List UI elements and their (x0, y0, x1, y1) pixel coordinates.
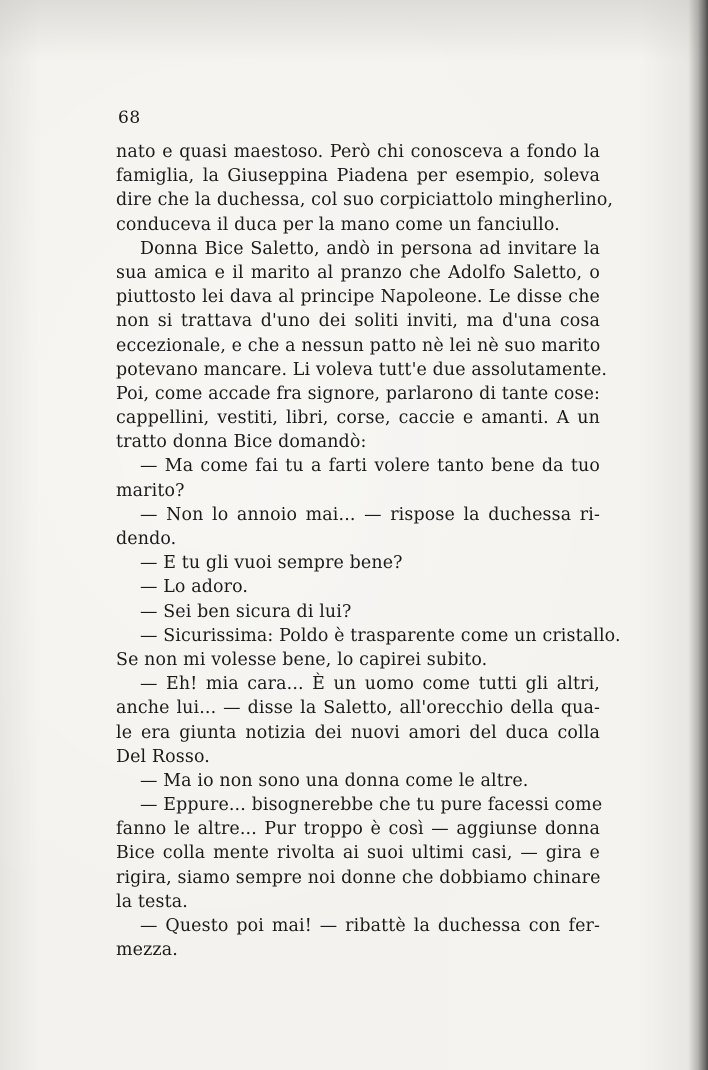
text-line: anche lui... — disse la Saletto, all'orecchio della qua- (116, 698, 600, 719)
text-line: Bice colla mente rivolta ai suoi ultimi casi, — gira e (116, 843, 600, 864)
top-shadow (0, 0, 708, 60)
text-line: — Sei ben sicura di lui? (140, 601, 352, 622)
text-line: — Eppure... bisognerebbe che tu pure facessi come (140, 795, 603, 816)
text-line: mezza. (116, 940, 178, 961)
page-number: 68 (118, 108, 141, 128)
text-line: marito? (116, 480, 185, 501)
text-line: conduceva il duca per la mano come un fanciullo. (116, 214, 560, 235)
text-line: sua amica e il marito al pranzo che Adolfo Saletto, o (116, 262, 600, 283)
text-line: tratto donna Bice domandò: (116, 432, 367, 453)
text-line: — Eh! mia cara... È un uomo come tutti gli altri, (140, 674, 600, 695)
page-edge-shadow (688, 0, 708, 1070)
text-line: rigira, siamo sempre noi donne che dobbiamo chinare (116, 867, 601, 888)
text-line: — Sicurissima: Poldo è trasparente come un cristallo. (140, 625, 621, 646)
text-line: Poi, come accade fra signore, parlarono di tante cose: (116, 383, 601, 404)
text-line: potevano mancare. Li voleva tutt'e due assolutamente. (116, 359, 608, 380)
text-line: Se non mi volesse bene, lo capirei subito. (116, 649, 488, 670)
text-line: — Ma come fai tu a farti volere tanto bene da tuo (140, 456, 600, 477)
text-line: famiglia, la Giuseppina Piadena per esempio, soleva (116, 166, 600, 187)
text-line: piuttosto lei dava al principe Napoleone. Le disse che (116, 287, 600, 308)
text-line: — Ma io non sono una donna come le altre. (140, 770, 529, 791)
text-line: la testa. (116, 891, 188, 912)
text-line: fanno le altre... Pur troppo è così — aggiunse donna (116, 819, 600, 840)
text-line: Del Rosso. (116, 746, 210, 767)
text-line: — Non lo annoio mai... — rispose la duchessa ri- (140, 504, 600, 525)
body-text (116, 140, 621, 962)
text-line: — Questo poi mai! — ribattè la duchessa con fer- (140, 916, 600, 936)
text-line: cappellini, vestiti, libri, corse, caccie e amanti. A un (116, 408, 600, 429)
text-line: le era giunta notizia dei nuovi amori del duca colla (116, 722, 600, 743)
text-line: eccezionale, e che a nessun patto nè lei nè suo marito (116, 335, 601, 356)
text-line: nato e quasi maestoso. Però chi conosceva a fondo la (116, 142, 600, 162)
text-line: — Lo adoro. (140, 577, 249, 598)
text-line: non si trattava d'uno dei soliti inviti, ma d'una cosa (116, 311, 600, 332)
text-line: Donna Bice Saletto, andò in persona ad invitare la (140, 238, 600, 259)
text-line: dendo. (116, 529, 177, 549)
text-line: — E tu gli vuoi sempre bene? (140, 553, 403, 574)
text-line: dire che la duchessa, col suo corpiciattolo mingherlino, (116, 190, 614, 211)
